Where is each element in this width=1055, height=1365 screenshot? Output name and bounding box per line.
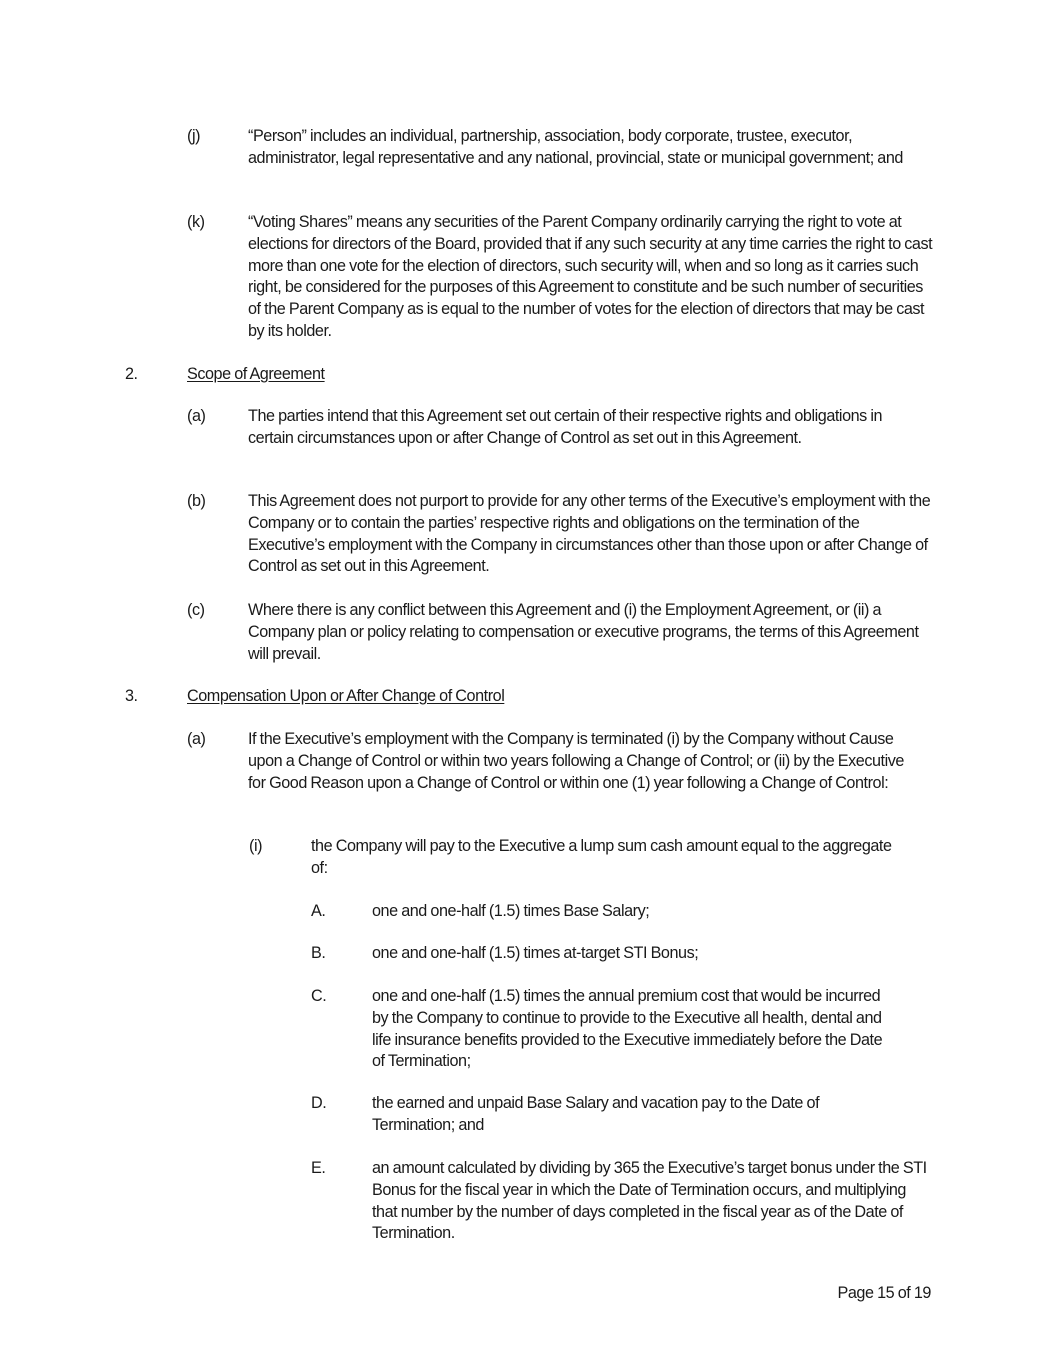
section-number: 3. — [125, 687, 138, 705]
clause-text: Where there is any conflict between this Agreement and (i) the Employment Agreement, or (ii) a Company plan or policy relating to compensation or executive programs, the terms of this Agreement will prevail. — [248, 601, 919, 663]
section-number: 2. — [125, 365, 138, 383]
clause-label: C. — [311, 987, 327, 1005]
section-title: Scope of Agreement — [187, 365, 325, 383]
clause-label: (i) — [249, 837, 263, 855]
clause-label: B. — [311, 944, 326, 962]
section-title: Compensation Upon or After Change of Control — [187, 687, 505, 705]
clause-label: A. — [311, 902, 326, 920]
clause-text: If the Executive’s employment with the Company is terminated (i) by the Company without Cause upon a Change of Control or within two years following a Change of Control; or (ii) by the Executive for Good Reason upon a Change of Control or within one (1) year following a Change of Control: — [248, 730, 904, 792]
clause-label: D. — [311, 1094, 327, 1112]
clause-label: (a) — [187, 407, 206, 425]
clause-text: one and one-half (1.5) times Base Salary; — [372, 902, 650, 920]
clause-label: (k) — [187, 213, 205, 231]
clause-label: (j) — [187, 127, 201, 145]
clause-text: “Voting Shares” means any securities of the Parent Company ordinarily carrying the right to vote at elections for directors of the Board, provided that if any such security at any time carries the right to cast more than one vote for the election of directors, such security will, when and so long as it carries such right, be considered for the purposes of this Agreement to constitute and be such number of securities of the Parent Company as is equal to the number of votes for the election of directors that may be cast by its holder. — [248, 213, 933, 340]
clause-label: (a) — [187, 730, 206, 748]
clause-text: one and one-half (1.5) times the annual premium cost that would be incurred by the Company to continue to provide to the Executive all health, dental and life insurance benefits provided to the Executive immediately before the Date of Termination; — [372, 987, 883, 1071]
clause-label: (b) — [187, 492, 206, 510]
clause-text: an amount calculated by dividing by 365 the Executive’s target bonus under the STI Bonus for the fiscal year in which the Date of Termination occurs, and multiplying that number by the number of days completed in the fiscal year as of the Date of Termination. — [372, 1159, 927, 1243]
clause-text: This Agreement does not purport to provide for any other terms of the Executive’s employment with the Company or to contain the parties’ respective rights and obligations on the termination of the Executive’s employment with the Company in circumstances other than those upon or after Change of Control as set out in this Agreement. — [248, 492, 931, 576]
clause-text: one and one-half (1.5) times at-target STI Bonus; — [372, 944, 699, 962]
clause-label: (c) — [187, 601, 205, 619]
clause-text: The parties intend that this Agreement set out certain of their respective rights and obligations in certain circumstances upon or after Change of Control as set out in this Agreement. — [248, 407, 883, 447]
clause-text: the earned and unpaid Base Salary and vacation pay to the Date of Termination; and — [372, 1094, 820, 1134]
page-number: Page 15 of 19 — [837, 1284, 931, 1302]
clause-text: “Person” includes an individual, partnership, association, body corporate, trustee, executor, administrator, legal representative and any national, provincial, state or municipal government; and — [248, 127, 903, 167]
clause-label: E. — [311, 1159, 326, 1177]
clause-text: the Company will pay to the Executive a lump sum cash amount equal to the aggregate of: — [311, 837, 892, 877]
